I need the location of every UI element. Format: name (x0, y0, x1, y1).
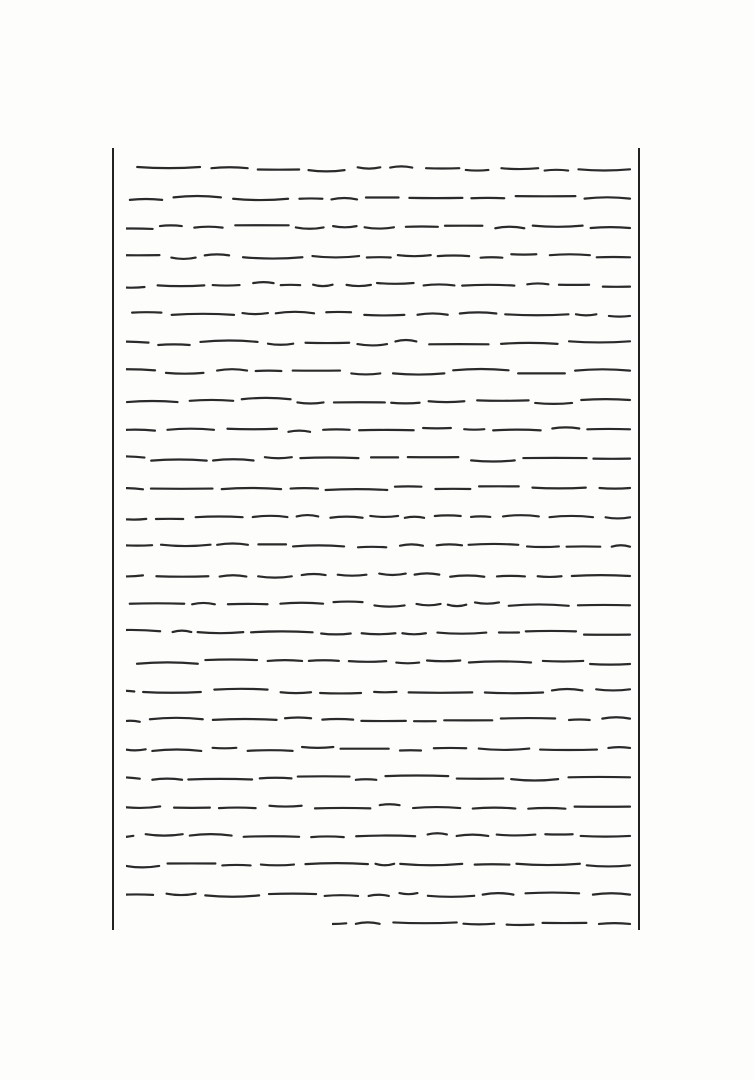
text-line (126, 533, 632, 555)
text-line (126, 881, 632, 903)
handwriting-strokes (126, 830, 632, 840)
text-line (126, 272, 632, 294)
text-line (126, 388, 632, 410)
page-header (110, 120, 640, 146)
text-line (126, 765, 632, 787)
handwriting-strokes (126, 743, 632, 753)
text-line (126, 678, 632, 700)
handwriting-strokes (126, 801, 632, 811)
text-line (126, 736, 632, 758)
handwriting-strokes (126, 337, 632, 347)
text-line (126, 823, 632, 845)
text-line (126, 852, 632, 874)
handwriting-strokes (126, 888, 632, 898)
handwriting-strokes (126, 192, 632, 202)
handwriting-strokes (126, 366, 632, 376)
text-line (126, 417, 632, 439)
header-page-marker (598, 122, 640, 140)
text-line (126, 649, 632, 671)
handwriting-strokes (126, 540, 632, 550)
handwriting-strokes (126, 279, 632, 289)
handwriting-strokes (126, 569, 632, 579)
text-line (332, 910, 632, 932)
text-line (126, 591, 632, 613)
handwriting-strokes (126, 772, 632, 782)
handwriting-strokes (126, 308, 632, 318)
handwriting-strokes (126, 395, 632, 405)
header-title (110, 122, 310, 142)
text-line (126, 562, 632, 584)
handwriting-strokes (126, 424, 632, 434)
handwriting-strokes (126, 511, 632, 521)
text-line (126, 214, 632, 236)
handwriting-strokes (126, 714, 632, 724)
handwriting-strokes (332, 917, 632, 927)
handwriting-strokes (126, 859, 632, 869)
handwriting-strokes (126, 453, 632, 463)
handwriting-strokes (126, 163, 632, 173)
text-block (112, 148, 640, 930)
handwriting-strokes (126, 221, 632, 231)
text-line (126, 156, 632, 178)
handwriting-strokes (126, 250, 632, 260)
text-line (126, 707, 632, 729)
text-line (126, 620, 632, 642)
text-line (126, 330, 632, 352)
text-line (126, 446, 632, 468)
text-line (126, 504, 632, 526)
text-line (126, 359, 632, 381)
text-line (126, 794, 632, 816)
handwriting-strokes (126, 627, 632, 637)
handwriting-strokes (126, 685, 632, 695)
handwriting-strokes (126, 598, 632, 608)
handwriting-strokes (126, 656, 632, 666)
text-line (126, 475, 632, 497)
text-line (126, 185, 632, 207)
handwriting-strokes (126, 482, 632, 492)
text-line (126, 243, 632, 265)
text-line (126, 301, 632, 323)
